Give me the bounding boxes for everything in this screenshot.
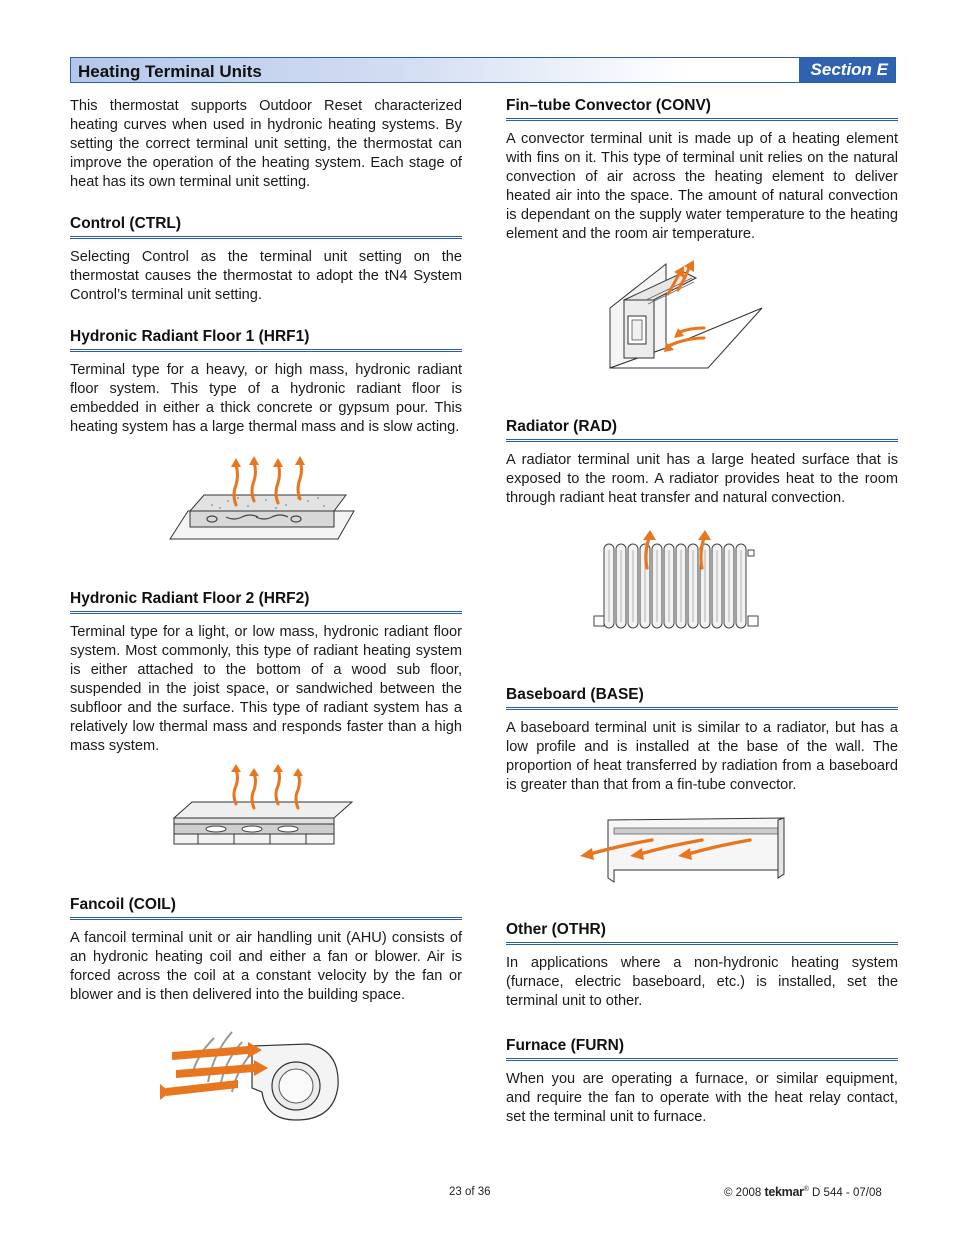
section-furnace (506, 1037, 898, 1127)
heading-fancoil: Fancoil (COIL) (70, 896, 462, 920)
baseboard-illustration (578, 816, 790, 886)
section-hrf2 (70, 590, 462, 756)
heading-other: Other (OTHR) (506, 921, 898, 945)
registered-mark: ® (803, 1186, 809, 1194)
section-fancoil (70, 896, 462, 1005)
copyright-text: © 2008 (724, 1187, 762, 1199)
body-radiator: A radiator terminal unit has a large heated surface that is exposed to the room. A radiator provides heat to the room through radiant heat transfer and natural convection. (506, 452, 898, 506)
section-label: Section E (799, 58, 895, 82)
body-fintube: A convector terminal unit is made up of a heating element with fins on it. This type of terminal unit relies on the natural convection of air across the heating element to deliver heated air into the space. The amount of natural convection is dependant on the supply water temperature to the heating element and the room air temperature. (506, 131, 898, 242)
document-code: D 544 - 07/08 (812, 1187, 882, 1199)
heading-hrf2: Hydronic Radiant Floor 2 (HRF2) (70, 590, 462, 614)
page-title: Heating Terminal Units (78, 62, 262, 81)
heading-furnace: Furnace (FURN) (506, 1037, 898, 1061)
section-baseboard (506, 686, 898, 795)
heading-radiator: Radiator (RAD) (506, 418, 898, 442)
radiant-floor-heavy-illustration (168, 455, 356, 545)
body-hrf1: Terminal type for a heavy, or high mass, hydronic radiant floor system. This type of a hydronic radiant floor is embedded in either a thick concrete or gypsum pour. This heating system has a large thermal mass and is slow acting. (70, 362, 462, 435)
section-radiator (506, 418, 898, 508)
section-control (70, 215, 462, 305)
page-number: 23 of 36 (449, 1186, 491, 1198)
fancoil-illustration (158, 1024, 342, 1124)
section-header (70, 57, 896, 83)
body-furnace: When you are operating a furnace, or similar equipment, and require the fan to operate with the heat relay contact, set the terminal unit to furnace. (506, 1071, 898, 1125)
fin-tube-convector-illustration (608, 258, 766, 370)
heading-hrf1: Hydronic Radiant Floor 1 (HRF1) (70, 328, 462, 352)
heading-baseboard: Baseboard (BASE) (506, 686, 898, 710)
body-hrf2: Terminal type for a light, or low mass, hydronic radiant floor system. Most commonly, this type of radiant heating system is either attached to the bottom of a wood sub floor, suspended in the joist space, or sandwiched between the subfloor and the surface. This type of radiant system has a relatively low thermal mass and responds faster than a high mass system. (70, 624, 462, 754)
brand-logo: tekmar (764, 1185, 804, 1199)
section-other (506, 921, 898, 1011)
footer-copyright (724, 1185, 882, 1199)
section-fintube (506, 97, 898, 244)
radiator-illustration (592, 528, 760, 638)
intro-paragraph: This thermostat supports Outdoor Reset characterized heating curves when used in hydronic heating systems. By setting the correct terminal unit setting, the thermostat can improve the operation of the heating system. Each stage of heat has its own terminal unit setting. (70, 98, 462, 190)
body-other: In applications where a non-hydronic heating system (furnace, electric baseboard, etc.) is installed, set the terminal unit to other. (506, 955, 898, 1009)
section-hrf1 (70, 328, 462, 437)
body-control: Selecting Control as the terminal unit setting on the thermostat causes the thermostat to adopt the tN4 System Control’s terminal unit setting. (70, 249, 462, 303)
heading-control: Control (CTRL) (70, 215, 462, 239)
heading-fintube: Fin–tube Convector (CONV) (506, 97, 898, 121)
radiant-floor-light-illustration (172, 764, 354, 850)
body-fancoil: A fancoil terminal unit or air handling unit (AHU) consists of an hydronic heating coil and either a fan or blower. Air is forced across the coil at a constant velocity by the fan or blower and is then delivered into the building space. (70, 930, 462, 1003)
body-baseboard: A baseboard terminal unit is similar to a radiator, but has a low profile and is installed at the base of the wall. The proportion of heat transferred by radiation from a baseboard is greater than that from a fin-tube convector. (506, 720, 898, 793)
